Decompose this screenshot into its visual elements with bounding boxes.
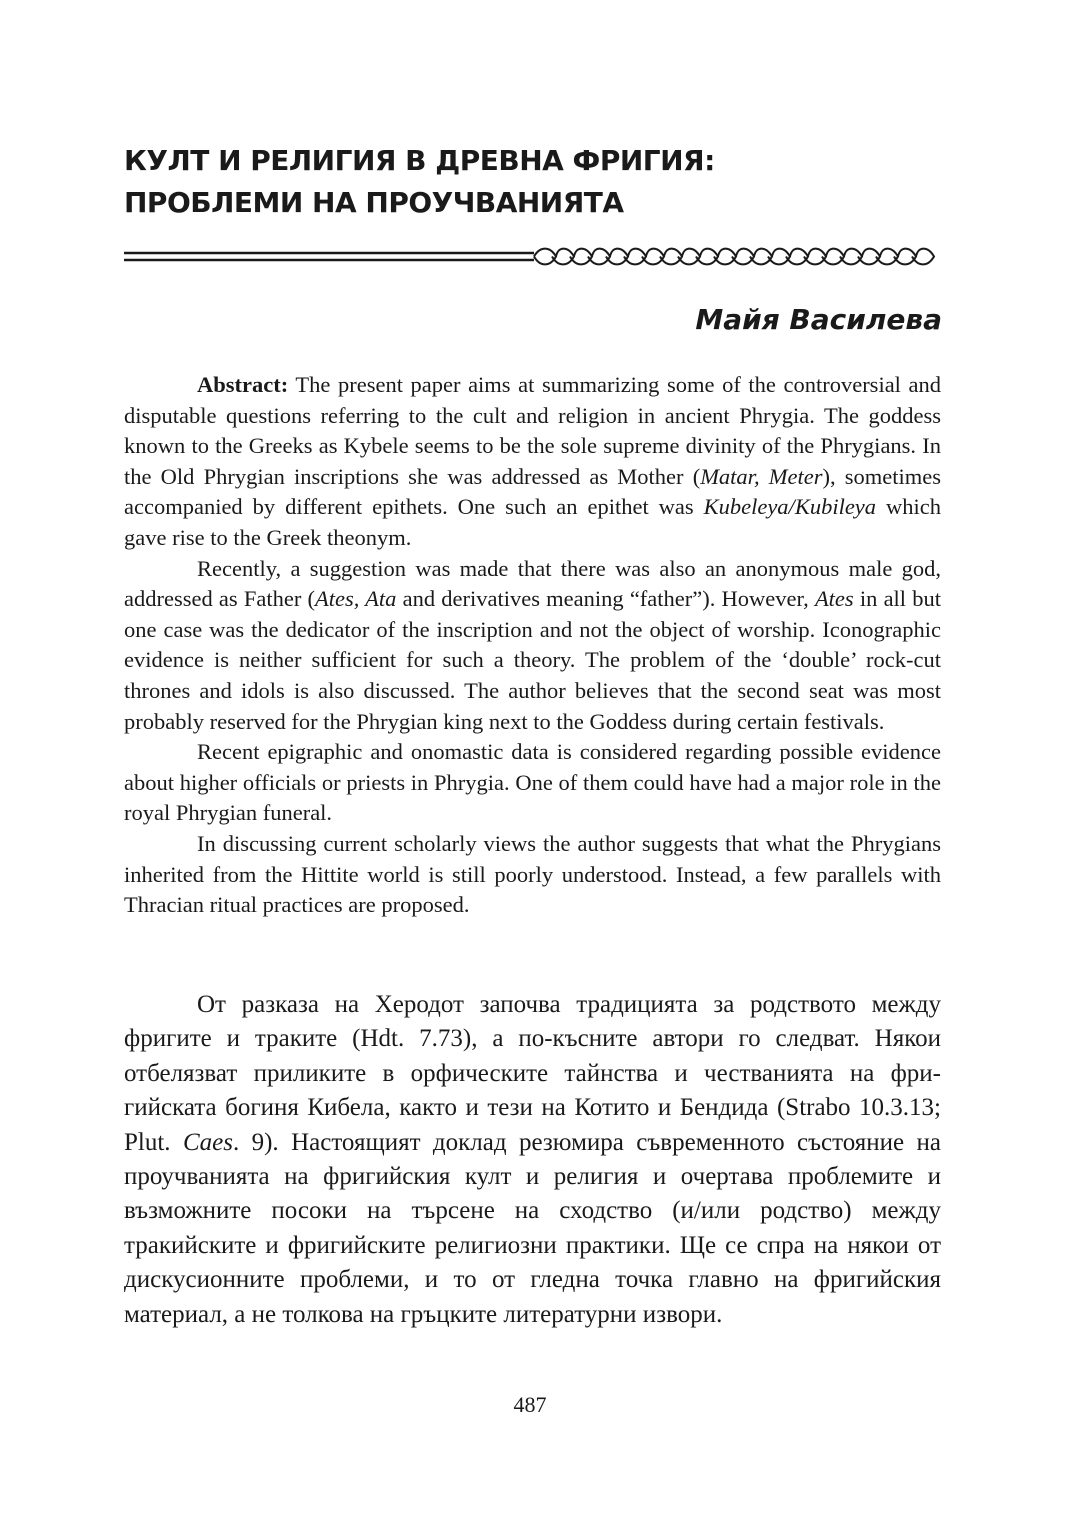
abstract-paragraph-3: Recent epigraphic and onomastic data is considered regarding possible evidence about higher officials or priests in Phrygia. One of them could have had a major role in the royal Phrygian funeral. xyxy=(124,739,941,826)
body-p1-text-c: . 9). Настоящият доклад резюмира съвременното състояние на проучванията на фригийския култ и религия и очертава проблемите и възможните посоки на търсене на сходство (и/или родство) между тракийските и фригийските религиозни практики. Ще се спра на някои от дискусионните проблеми, и то от гледна точка главно на фригийския материал, а не толкова на гръцките литературни извори. xyxy=(124,1128,941,1328)
abstract-paragraph-1 xyxy=(124,370,941,554)
page-number: 487 xyxy=(513,1392,547,1417)
title-divider-ornament xyxy=(124,244,944,268)
abstract-p2-text-e: in all but one case was the dedicator of the inscription and not the object of worship. Iconographic evidence is neither sufficient for such a theory. The problem of the ‘double’ rock-cut thrones and idols is also discussed. The author believes that the second seat was most probably reserved for the Phrygian king next to the Goddess during certain festivals. xyxy=(124,586,941,734)
body-text xyxy=(124,988,941,1332)
body-paragraph-1 xyxy=(124,988,941,1332)
abstract-p2-italic-d: Ates xyxy=(814,586,854,612)
abstract-p1-text-c: ), sometimes accompanied by different epithets. One such an epithet was xyxy=(124,463,941,520)
abstract-p1-text-a: The present paper aims at summarizing some of the controversial and disputable questions referring to the cult and religion in ancient Phrygia. The goddess known to the Greeks as Kybele seems to be the sole supreme divinity of the Phrygians. In the Old Phrygian inscriptions she was addressed as Mother ( xyxy=(124,372,941,489)
abstract-p2-text-a: Recently, a suggestion was made that there was also an anonymous male god, addressed as Father ( xyxy=(124,555,941,612)
abstract-p2-text-c: and derivatives meaning “father”). However, xyxy=(396,586,815,612)
article-title xyxy=(124,140,944,224)
abstract-label: Abstract: xyxy=(197,372,289,397)
body-p1-text-a: От разказа на Херодот започва традицията за родството между фригите и траките (Hdt. 7.73), а по-късните автори го следват. Някои отбелязват приликите в орфическите тайнства и честванията на фригийската богиня Кибела, както и тези на Котито и Бендида (Strabo 10.3.13; Plut. xyxy=(124,991,941,1156)
abstract-p1-text-e: which gave rise to the Greek theonym. xyxy=(124,494,941,550)
body-p1-italic-b: Caes xyxy=(182,1128,233,1156)
title-line-1: КУЛТ И РЕЛИГИЯ В ДРЕВНА ФРИГИЯ: xyxy=(124,144,715,177)
author-name: Майя Василева xyxy=(695,303,942,336)
abstract-p2-italic-b: Ates, Ata xyxy=(315,586,397,612)
abstract-p1-italic-d: Kubeleya/Kubileya xyxy=(703,494,877,520)
title-line-2: ПРОБЛЕМИ НА ПРОУЧВАНИЯТА xyxy=(124,186,624,219)
abstract-paragraph-2 xyxy=(124,554,941,738)
abstract xyxy=(124,370,941,921)
abstract-p1-italic-b: Matar, Meter xyxy=(700,463,823,489)
abstract-paragraph-4: In discussing current scholarly views the author suggests that what the Phrygians inherited from the Hittite world is still poorly understood. Instead, a few parallels with Thracian ritual practices are proposed. xyxy=(124,830,941,918)
